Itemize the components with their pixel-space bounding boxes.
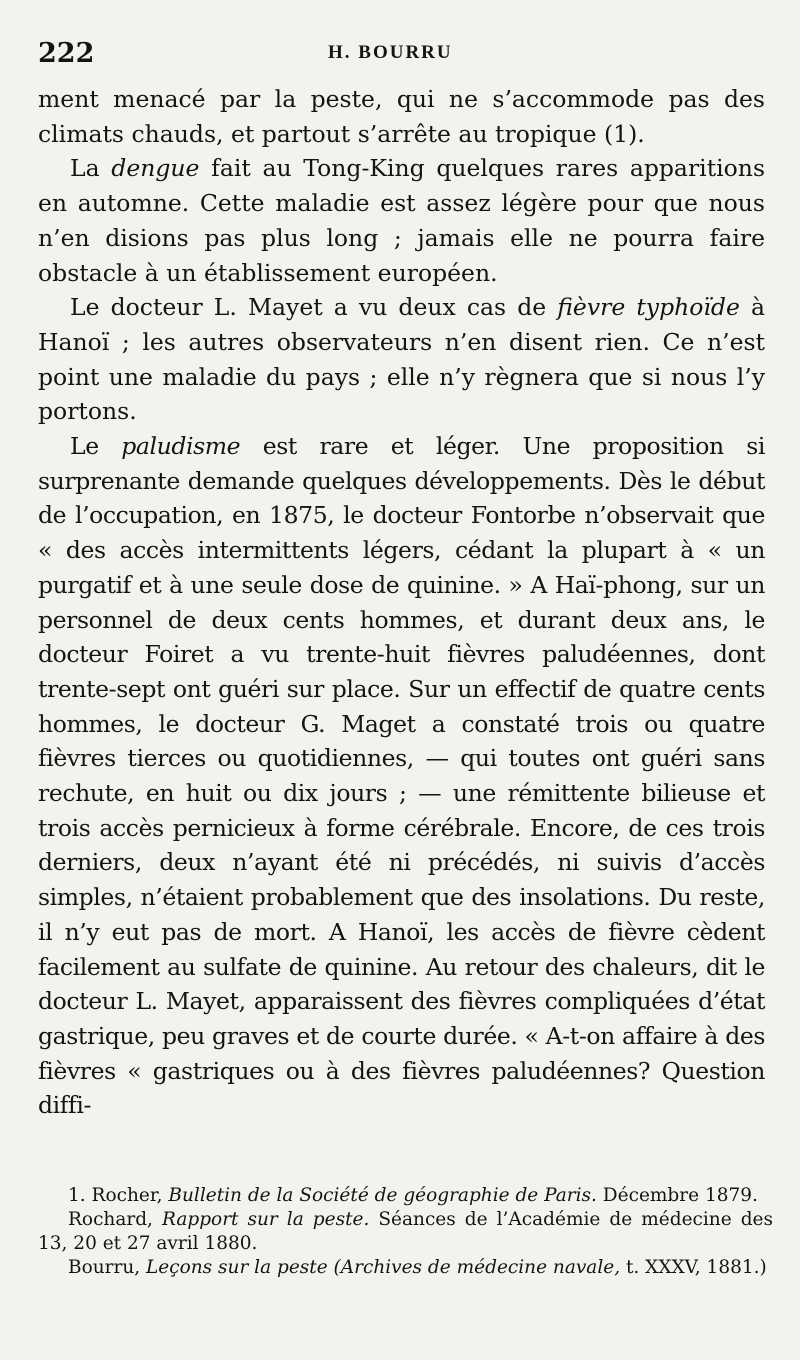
paragraph-1 — [38, 82, 765, 151]
paragraph-3-text-a: Le docteur L. Mayet a vu deux cas de — [70, 293, 558, 322]
footnote-1-title: Bulletin de la Société de géographie de Paris. — [168, 1185, 597, 1206]
paragraph-3-text-b: à Hanoï ; les autres observateurs n’en disent rien. Ce n’est point une maladie du pays ; elle n’y règnera que si nous l’y portons. — [38, 293, 765, 426]
page-header — [38, 38, 760, 78]
paragraph-2-text-b: fait au Tong-King quelques rares apparitions en automne. Cette maladie est assez légère pour que nous n’en disions pas plus long ; jamais elle ne pourra faire obstacle à un établissement européen. — [38, 154, 765, 287]
page-number: 222 — [38, 38, 95, 69]
footnotes — [38, 1182, 773, 1280]
running-head: H. BOURRU — [328, 42, 453, 63]
footnote-3-author: Bourru, — [68, 1257, 147, 1278]
paragraph-3 — [38, 290, 765, 429]
footnote-1-author: 1. Rocher, — [68, 1185, 169, 1206]
footnote-3-title: Leçons sur la peste (Archives de médecine navale, — [146, 1257, 621, 1278]
footnote-3 — [38, 1256, 773, 1280]
paragraph-4-text-a: Le — [70, 432, 122, 461]
paragraph-4-emphasis: paludisme — [121, 432, 241, 461]
footnote-2-title: Rapport sur la peste. — [161, 1209, 370, 1230]
paragraph-1-text: ment menacé par la peste, qui ne s’accommode pas des climats chauds, et partout s’arrête au tropique (1). — [38, 85, 765, 148]
footnote-1-date: Décembre 1879. — [596, 1185, 758, 1206]
footnote-3-details: t. XXXV, 1881.) — [620, 1257, 767, 1278]
footnote-1 — [38, 1184, 773, 1208]
paragraph-2 — [38, 151, 765, 290]
paragraph-4-text-b: est rare et léger. Une proposition si surprenante demande quelques développements. Dès le début de l’occupation, en 1875, le docteur Fontorbe n’observait que « des accès intermittents légers, cédant la plupart à « un purgatif et à une seule dose de quinine. » A Haï-phong, sur un personnel de deux cents hommes, et durant deux ans, le docteur Foiret a vu trente-huit fièvres paludéennes, dont trente-sept ont guéri sur place. Sur un effectif de quatre cents hommes, le docteur G. Maget a constaté trois ou quatre fièvres tierces ou quotidiennes, — qui toutes ont guéri sans rechute, en huit ou dix jours ; — une rémittente bilieuse et trois accès pernicieux à forme cérébrale. Encore, de ces trois derniers, deux n’ayant été ni précédés, ni suivis d’accès simples, n’étaient probablement que des insolations. Du reste, il n’y eut pas de mort. A Hanoï, les accès de fièvre cèdent facilement au sulfate de quinine. Au retour des chaleurs, dit le docteur L. Mayet, apparaissent des fièvres compliquées d’état gastrique, peu graves et de courte durée. « A-t-on affaire à des fièvres « gastriques ou à des fièvres paludéennes? Question diffi- — [38, 432, 765, 1120]
footnote-2 — [38, 1208, 773, 1256]
footnote-2-details: Séances de l’Académie de médecine des 13, 20 et 27 avril 1880. — [38, 1209, 773, 1254]
footnote-2-author: Rochard, — [68, 1209, 162, 1230]
paragraph-2-text-a: La — [70, 154, 112, 183]
paragraph-4 — [38, 429, 765, 1123]
paragraph-3-emphasis: fièvre typhoïde — [557, 293, 740, 322]
body-text — [38, 82, 765, 1123]
paragraph-2-emphasis: dengue — [111, 154, 200, 183]
